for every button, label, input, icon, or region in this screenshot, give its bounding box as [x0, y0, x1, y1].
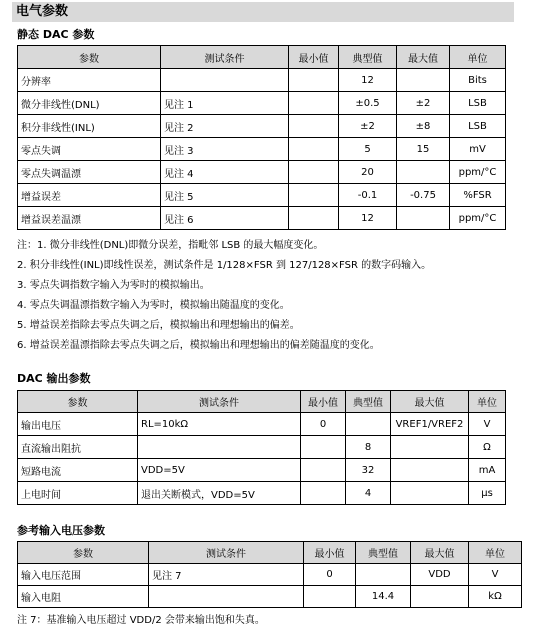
- table-cell: VDD: [411, 564, 469, 586]
- table-cell: 见注 6: [161, 207, 289, 230]
- table-cell: -0.1: [339, 184, 397, 207]
- table-row: [18, 184, 506, 207]
- table-row: [18, 459, 506, 482]
- table-cell: Ω: [469, 436, 506, 459]
- column-header: 典型值: [356, 542, 411, 564]
- column-header: 单位: [469, 542, 522, 564]
- table-cell: ±2: [339, 115, 397, 138]
- table-row: [18, 138, 506, 161]
- table-cell: [397, 161, 450, 184]
- table-cell: 5: [339, 138, 397, 161]
- table-cell: [391, 459, 469, 482]
- table-cell: 输入电阻: [18, 586, 149, 608]
- column-header: 最大值: [391, 391, 469, 413]
- table-cell: ±0.5: [339, 92, 397, 115]
- table-cell: 见注 1: [161, 92, 289, 115]
- table-cell: 直流输出阻抗: [18, 436, 138, 459]
- dac-output-table: [17, 390, 506, 505]
- table-cell: kΩ: [469, 586, 522, 608]
- table-cell: 输出电压: [18, 413, 138, 436]
- table-row: [18, 413, 506, 436]
- table-cell: 零点失调温漂: [18, 161, 161, 184]
- table-row: [18, 69, 506, 92]
- table-row: [18, 586, 522, 608]
- note-1: 注：1. 微分非线性(DNL)即微分误差，指毗邻 LSB 的最大幅度变化。: [17, 240, 324, 251]
- note-4: 4. 零点失调温漂指数字输入为零时，模拟输出随温度的变化。: [17, 300, 290, 311]
- column-header: 测试条件: [149, 542, 304, 564]
- notes-list: [17, 236, 537, 356]
- header-row: [18, 391, 506, 413]
- column-header: 典型值: [339, 46, 397, 69]
- note-7: 注 7：基准输入电压超过 VDD/2 会带来输出饱和失真。: [17, 615, 265, 626]
- static-dac-table: [17, 45, 506, 230]
- ref-input-table: [17, 541, 522, 608]
- table-cell: VREF1/VREF2: [391, 413, 469, 436]
- table-cell: V: [469, 413, 506, 436]
- table-cell: [356, 564, 411, 586]
- table-cell: [391, 482, 469, 505]
- table-cell: [397, 69, 450, 92]
- table-cell: [301, 482, 346, 505]
- table-row: [18, 161, 506, 184]
- static-dac-heading: 静态 DAC 参数: [17, 28, 95, 41]
- table-cell: [289, 138, 339, 161]
- table-cell: [346, 413, 391, 436]
- table-cell: 输入电压范围: [18, 564, 149, 586]
- table-cell: %FSR: [450, 184, 506, 207]
- note-5: 5. 增益误差指除去零点失调之后，模拟输出和理想输出的偏差。: [17, 320, 300, 331]
- column-header: 参数: [18, 542, 149, 564]
- table-cell: 见注 4: [161, 161, 289, 184]
- table-cell: 上电时间: [18, 482, 138, 505]
- table-cell: LSB: [450, 115, 506, 138]
- note-6: 6. 增益误差温漂指除去零点失调之后，模拟输出和理想输出的偏差随温度的变化。: [17, 340, 380, 351]
- table-cell: VDD=5V: [138, 459, 301, 482]
- table-cell: 8: [346, 436, 391, 459]
- table-cell: 12: [339, 69, 397, 92]
- table-row: [18, 92, 506, 115]
- table-cell: Bits: [450, 69, 506, 92]
- table-cell: 见注 5: [161, 184, 289, 207]
- table-cell: 退出关断模式，VDD=5V: [138, 482, 301, 505]
- table-cell: 4: [346, 482, 391, 505]
- table-cell: 0: [301, 413, 346, 436]
- table-cell: 短路电流: [18, 459, 138, 482]
- table-cell: -0.75: [397, 184, 450, 207]
- table-cell: V: [469, 564, 522, 586]
- column-header: 测试条件: [161, 46, 289, 69]
- page-title: 电气参数: [12, 2, 514, 22]
- table-cell: ppm/°C: [450, 207, 506, 230]
- table-cell: ±2: [397, 92, 450, 115]
- table-cell: 微分非线性(DNL): [18, 92, 161, 115]
- header-row: [18, 46, 506, 69]
- table-row: [18, 207, 506, 230]
- table-cell: 14.4: [356, 586, 411, 608]
- note-2: 2. 积分非线性(INL)即线性误差，测试条件是 1/128×FSR 到 127/128×FSR 的数字码输入。: [17, 260, 432, 271]
- table-cell: 20: [339, 161, 397, 184]
- table-cell: [138, 436, 301, 459]
- table-cell: [289, 69, 339, 92]
- column-header: 单位: [469, 391, 506, 413]
- column-header: 最小值: [301, 391, 346, 413]
- table-cell: [289, 115, 339, 138]
- column-header: 单位: [450, 46, 506, 69]
- table-cell: LSB: [450, 92, 506, 115]
- table-cell: [289, 161, 339, 184]
- table-cell: [304, 586, 356, 608]
- header-row: [18, 542, 522, 564]
- table-cell: [289, 184, 339, 207]
- column-header: 最大值: [397, 46, 450, 69]
- table-cell: 增益误差温漂: [18, 207, 161, 230]
- table-cell: ppm/°C: [450, 161, 506, 184]
- table-row: [18, 564, 522, 586]
- table-cell: 零点失调: [18, 138, 161, 161]
- table-cell: [411, 586, 469, 608]
- column-header: 最大值: [411, 542, 469, 564]
- column-header: 参数: [18, 46, 161, 69]
- note-3: 3. 零点失调指数字输入为零时的模拟输出。: [17, 280, 210, 291]
- table-cell: RL=10kΩ: [138, 413, 301, 436]
- table-cell: 15: [397, 138, 450, 161]
- table-cell: [289, 207, 339, 230]
- table-cell: [391, 436, 469, 459]
- dac-output-heading: DAC 输出参数: [17, 372, 91, 385]
- table-cell: 0: [304, 564, 356, 586]
- ref-input-heading: 参考输入电压参数: [17, 524, 105, 537]
- table-row: [18, 482, 506, 505]
- table-cell: mA: [469, 459, 506, 482]
- table-cell: 见注 2: [161, 115, 289, 138]
- column-header: 测试条件: [138, 391, 301, 413]
- table-cell: 增益误差: [18, 184, 161, 207]
- table-cell: [289, 92, 339, 115]
- table-cell: mV: [450, 138, 506, 161]
- table-cell: 积分非线性(INL): [18, 115, 161, 138]
- table-cell: [161, 69, 289, 92]
- table-cell: 见注 7: [149, 564, 304, 586]
- table-cell: μs: [469, 482, 506, 505]
- table-cell: [301, 436, 346, 459]
- column-header: 最小值: [289, 46, 339, 69]
- column-header: 典型值: [346, 391, 391, 413]
- table-cell: 32: [346, 459, 391, 482]
- table-cell: ±8: [397, 115, 450, 138]
- table-cell: [301, 459, 346, 482]
- table-cell: 分辨率: [18, 69, 161, 92]
- table-cell: 见注 3: [161, 138, 289, 161]
- table-row: [18, 436, 506, 459]
- table-row: [18, 115, 506, 138]
- table-cell: 12: [339, 207, 397, 230]
- table-cell: [397, 207, 450, 230]
- column-header: 最小值: [304, 542, 356, 564]
- column-header: 参数: [18, 391, 138, 413]
- table-cell: [149, 586, 304, 608]
